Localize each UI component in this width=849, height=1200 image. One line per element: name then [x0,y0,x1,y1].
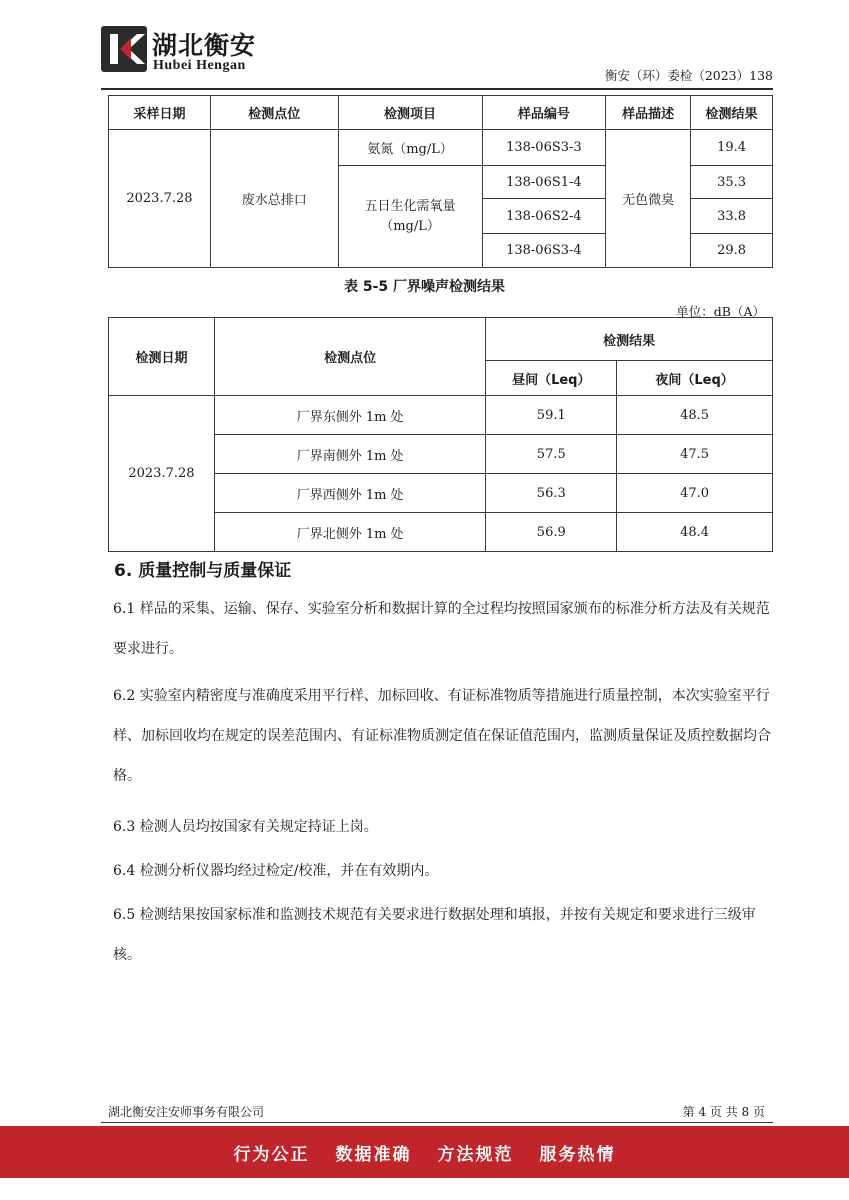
noise-location: 厂界西侧外 1m 处 [214,474,485,513]
sample-id: 138-06S1-4 [482,166,606,199]
result-value: 33.8 [691,199,773,234]
day-value: 56.3 [486,474,617,513]
company-logo [101,26,147,72]
brand-name-cn: 湖北衡安 [152,31,257,60]
day-value: 56.9 [486,513,617,552]
night-value: 48.5 [617,396,773,435]
paragraph-6-2: 6.2 实验室内精密度与准确度采用平行样、加标回收、有证标准物质等措施进行质量控制，本次实验室平行样、加标回收均在规定的误差范围内、有证标准物质测定值在保证值范围内，监测质量保证及质控数据均合格。 [113,688,771,784]
header-test-item: 检测项目 [338,96,482,130]
slogan-banner [0,1126,849,1178]
night-value: 47.0 [617,474,773,513]
sample-description: 无色微臭 [606,130,691,268]
night-value: 47.5 [617,435,773,474]
paragraph-6-3: 6.3 检测人员均按国家有关规定持证上岗。 [113,819,378,835]
result-value: 19.4 [691,130,773,166]
sample-id: 138-06S3-3 [482,130,606,166]
footer-divider [101,1122,773,1123]
sample-id: 138-06S2-4 [482,199,606,234]
noise-table-unit: 单位：dB（A） [676,304,765,319]
header-nighttime: 夜间（Leq） [617,361,773,396]
slogan-item: 行为公正 [233,1144,310,1165]
table-row [109,130,773,166]
brand-name-en: Hubei Hengan [153,58,246,73]
result-value: 29.8 [691,234,773,268]
slogan-item: 服务热情 [539,1144,616,1165]
day-value: 59.1 [486,396,617,435]
wastewater-results-table [108,95,773,268]
table-header-row [109,96,773,130]
header-sample-desc: 样品描述 [606,96,691,130]
header-location: 检测点位 [214,318,485,396]
noise-table-caption: 表 5-5 厂界噪声检测结果 [343,279,506,295]
section-heading: 6. 质量控制与质量保证 [114,561,292,581]
slogan-item: 数据准确 [335,1144,412,1165]
paragraph-6-4: 6.4 检测分析仪器均经过检定/校准，并在有效期内。 [113,863,439,879]
test-item-bod5: 五日生化需氧量（mg/L） [338,166,482,268]
test-date: 2023.7.28 [109,396,215,552]
sampling-location: 废水总排口 [210,130,338,268]
page-number: 第 4 页 共 8 页 [682,1105,765,1119]
document-number: 衡安（环）委检（2023）138 [604,68,773,83]
header-daytime: 昼间（Leq） [486,361,617,396]
paragraph-6-5: 6.5 检测结果按国家标准和监测技术规范有关要求进行数据处理和填报，并按有关规定和要求进行三级审核。 [113,907,756,963]
night-value: 48.4 [617,513,773,552]
header-sampling-date: 采样日期 [109,96,211,130]
noise-results-table [108,317,773,552]
noise-location: 厂界北侧外 1m 处 [214,513,485,552]
test-item-ammonia: 氨氮（mg/L） [338,130,482,166]
footer-company-name: 湖北衡安注安师事务有限公司 [108,1105,265,1119]
table-row [109,396,773,435]
slogan-item: 方法规范 [437,1144,514,1165]
header-results: 检测结果 [486,318,773,361]
paragraph-6-1: 6.1 样品的采集、运输、保存、实验室分析和数据计算的全过程均按照国家颁布的标准分析方法及有关规范要求进行。 [113,601,770,657]
header-location: 检测点位 [210,96,338,130]
header-test-date: 检测日期 [109,318,215,396]
header-result: 检测结果 [691,96,773,130]
sample-id: 138-06S3-4 [482,234,606,268]
table-header-row [109,318,773,361]
header-divider [101,88,773,90]
noise-location: 厂界南侧外 1m 处 [214,435,485,474]
result-value: 35.3 [691,166,773,199]
noise-location: 厂界东侧外 1m 处 [214,396,485,435]
header-sample-id: 样品编号 [482,96,606,130]
day-value: 57.5 [486,435,617,474]
sampling-date: 2023.7.28 [109,130,211,268]
